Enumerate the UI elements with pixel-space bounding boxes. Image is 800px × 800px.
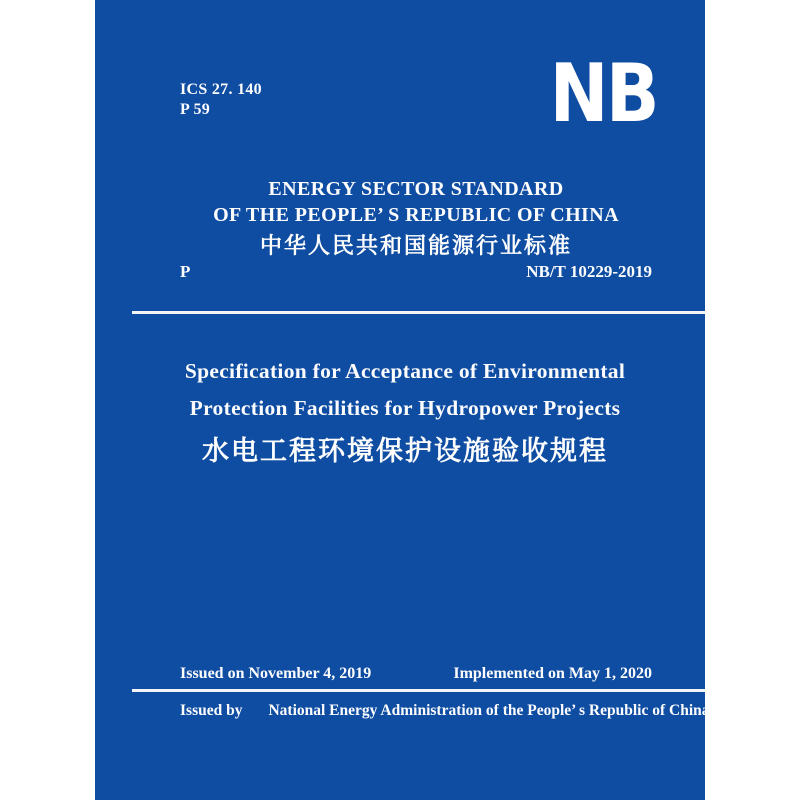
issued-by-label: Issued by (180, 702, 243, 719)
standard-number: NB/T 10229-2019 (526, 262, 652, 281)
nb-logo: NB (549, 47, 657, 140)
p-class-code: P 59 (180, 101, 211, 118)
title-chinese: 水电工程环境保护设施验收规程 (202, 436, 608, 466)
heading-chinese: 中华人民共和国能源行业标准 (259, 233, 572, 258)
heading-line-2: OF THE PEOPLE’ S REPUBLIC OF CHINA (213, 204, 619, 226)
bottom-divider-line (132, 689, 705, 692)
standard-heading (180, 176, 652, 261)
ics-code: ICS 27. 140 (180, 81, 262, 98)
heading-line-1: ENERGY SECTOR STANDARD (268, 178, 564, 200)
p-letter: P (180, 262, 191, 281)
code-row (180, 262, 652, 282)
title-block (135, 353, 675, 468)
title-english-line-2: Protection Facilities for Hydropower Projects (189, 396, 621, 420)
issuing-authority-row (180, 702, 710, 720)
issued-by-value: National Energy Administration of the People’ s Republic of China (268, 702, 710, 719)
classification-block (180, 80, 262, 120)
issued-date: Issued on November 4, 2019 (180, 665, 372, 682)
title-english-line-1: Specification for Acceptance of Environmental (184, 359, 626, 383)
top-divider-line (132, 311, 705, 314)
implemented-date: Implemented on May 1, 2020 (453, 665, 652, 682)
standard-cover (95, 0, 710, 800)
dates-row (180, 665, 652, 683)
